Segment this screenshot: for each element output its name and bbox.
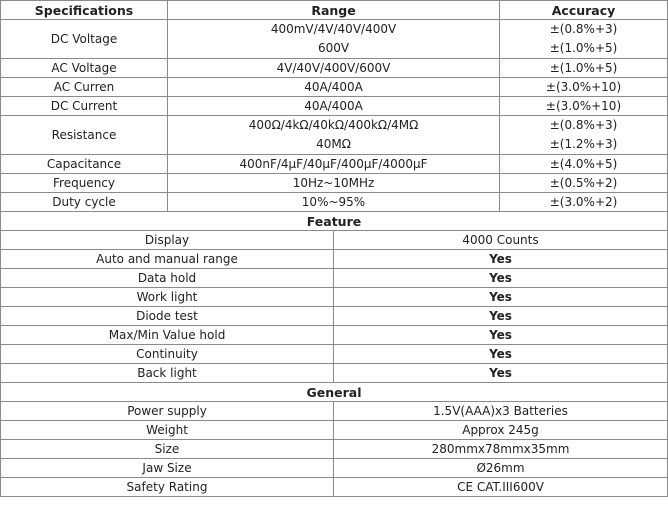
feature-value: Yes [334,345,668,364]
header-accuracy: Accuracy [500,1,668,20]
spec-row [1,78,668,97]
feature-row [1,364,668,383]
spec-name: DC Voltage [1,20,168,59]
section-header-row [1,383,668,402]
general-name: Safety Rating [1,478,334,497]
feature-value: Yes [334,326,668,345]
feature-value: Yes [334,269,668,288]
spec-row [1,20,668,59]
feature-row [1,307,668,326]
spec-range: 40A/400A [168,97,500,116]
feature-name: Diode test [1,307,334,326]
spec-accuracy: ±(0.5%+2) [500,174,668,193]
header-row [1,1,668,20]
spec-range: 10%~95% [168,193,500,212]
feature-row [1,345,668,364]
spec-name: DC Current [1,97,168,116]
general-row [1,478,668,497]
general-section-title: General [1,383,668,402]
spec-row [1,155,668,174]
spec-name: Capacitance [1,155,168,174]
feature-name: Display [1,231,334,250]
feature-value: 4000 Counts [334,231,668,250]
general-value: Ø26mm [334,459,668,478]
general-value: 280mmx78mmx35mm [334,440,668,459]
feature-row [1,231,668,250]
spec-accuracy: ±(3.0%+10) [500,78,668,97]
general-name: Power supply [1,402,334,421]
spec-accuracy-line: ±(1.0%+5) [549,41,618,55]
general-row [1,402,668,421]
general-name: Size [1,440,334,459]
feature-value: Yes [334,250,668,269]
spec-name: Frequency [1,174,168,193]
feature-row [1,269,668,288]
spec-range: 400nF/4μF/40μF/400μF/4000μF [168,155,500,174]
general-row [1,421,668,440]
spec-range-line: 400Ω/4kΩ/40kΩ/400kΩ/4MΩ [248,118,419,132]
spec-name: AC Voltage [1,59,168,78]
header-range: Range [168,1,500,20]
spec-accuracy-line: ±(0.8%+3) [549,22,618,36]
general-row [1,440,668,459]
spec-range [168,116,500,155]
feature-row [1,326,668,345]
feature-name: Data hold [1,269,334,288]
feature-value: Yes [334,288,668,307]
section-header-row [1,212,668,231]
spec-row [1,193,668,212]
feature-value: Yes [334,364,668,383]
spec-accuracy-line: ±(1.2%+3) [549,137,618,151]
spec-range: 10Hz~10MHz [168,174,500,193]
feature-name: Auto and manual range [1,250,334,269]
general-value: 1.5V(AAA)x3 Batteries [334,402,668,421]
general-value: CE CAT.III600V [334,478,668,497]
general-row [1,459,668,478]
spec-range [168,20,500,59]
feature-row [1,250,668,269]
feature-section-title: Feature [1,212,668,231]
feature-row [1,288,668,307]
spec-accuracy: ±(3.0%+10) [500,97,668,116]
header-specifications: Specifications [1,1,168,20]
spec-row [1,174,668,193]
spec-row [1,116,668,155]
spec-accuracy: ±(1.0%+5) [500,59,668,78]
spec-range: 4V/40V/400V/600V [168,59,500,78]
spec-name: Duty cycle [1,193,168,212]
spec-accuracy [500,20,668,59]
spec-range-line: 600V [317,41,350,55]
feature-name: Work light [1,288,334,307]
feature-name: Max/Min Value hold [1,326,334,345]
general-name: Jaw Size [1,459,334,478]
feature-name: Continuity [1,345,334,364]
general-value: Approx 245g [334,421,668,440]
general-name: Weight [1,421,334,440]
spec-accuracy: ±(4.0%+5) [500,155,668,174]
spec-accuracy: ±(3.0%+2) [500,193,668,212]
spec-range: 40A/400A [168,78,500,97]
spec-row [1,59,668,78]
spec-range-line: 400mV/4V/40V/400V [270,22,397,36]
spec-row [1,97,668,116]
spec-name: Resistance [1,116,168,155]
feature-name: Back light [1,364,334,383]
spec-accuracy-line: ±(0.8%+3) [549,118,618,132]
feature-value: Yes [334,307,668,326]
spec-range-line: 40MΩ [316,137,351,151]
spec-name: AC Curren [1,78,168,97]
spec-accuracy [500,116,668,155]
